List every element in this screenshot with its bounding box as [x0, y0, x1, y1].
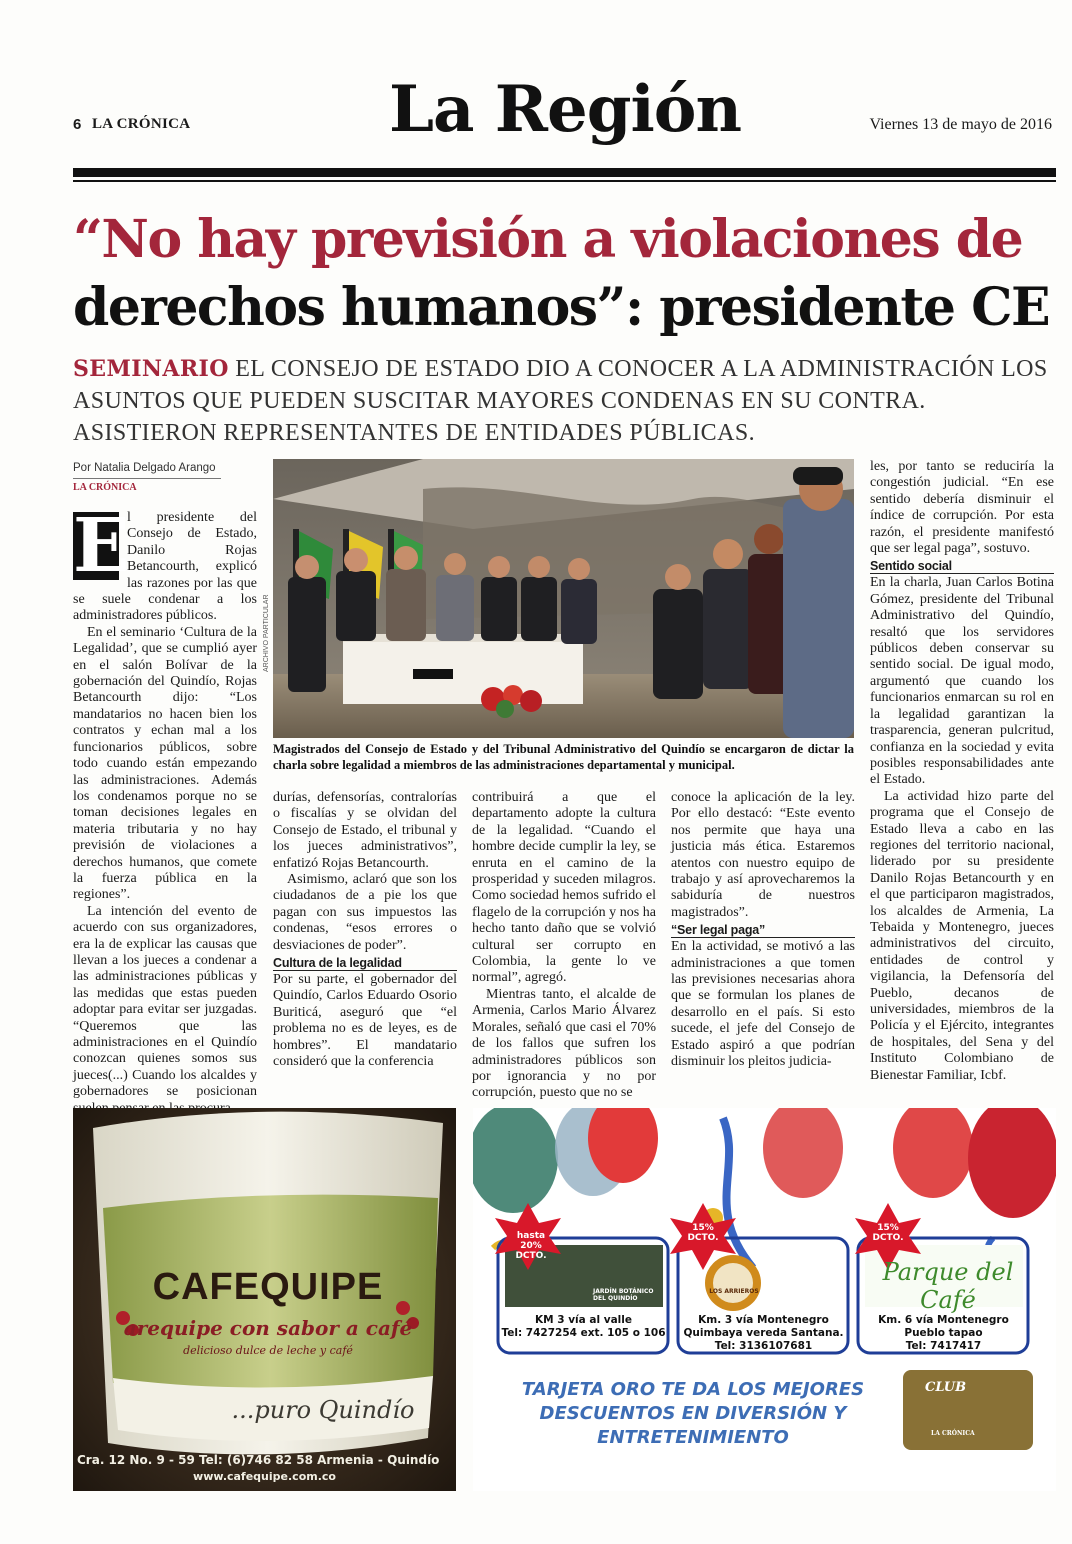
photo-credit: ARCHIVO PARTICULAR — [263, 594, 270, 672]
paragraph: La intención del evento de acuerdo con sus organizadores, era la de explicar las causas que llevan a los jueces a condenar a las administraciones públicas y las medidas que estas pueden adoptar para evitar ser juzgadas. “Queremos que las administraciones en el Quindío conozcan quienes somos sus jueces(...) Cuando los alcaldes y gobernadores se posicionan — [73, 903, 257, 1100]
paragraph: La actividad hizo parte del programa que el Consejo de Estado lleva a cabo en las regiones del territorio nacional, liderado por su presidente Danilo Rojas Betancourth y en el que participaron magistrados, los alcaldes de Armenia, La Tebaida y Montenegro, jueces administrativos del circuito, entidades de control y vigilancia, la Defensoría del Pueblo, decanos de universidades, miembros de la Policía y el Ejército, integrantes de hospitales, del Sena y del Instituto Colombiano de Bienestar Familiar, Icbf. — [870, 788, 1054, 1083]
deck-kicker: SEMINARIO — [73, 356, 229, 382]
paragraph: contribuirá a que el departamento adopte la cultura de la legalidad. “Cuando el hombre decide cumplir la ley, se enruta en el camino de la prosperidad y suceden milagros. Como sociedad hemos sufrido el flagelo de la corrupción y nos ha hecho tanto daño que se volvió cultural ser corrupto en Colombia, la gente lo ve normal”, agregó. — [472, 790, 656, 986]
offer-address-2: Pueblo tapao — [904, 1327, 983, 1339]
byline-rule — [73, 478, 221, 479]
paragraph: En la charla, Juan Carlos Botina Gómez, presidente del Tribunal Administrativo del Quindío, resaltó que los servidores públicos deben conservar su sentido social. De igual modo, argumentó que cuando los funcionarios enmarcan su rol en la legalidad garantizan la trasparencia, generan pulcritud, confianza en la sociedad y evita posibles responsabilidades ante el Estado. — [870, 575, 1054, 788]
drop-cap: E — [73, 503, 130, 589]
paragraph: Mientras tanto, el alcalde de Armenia, Carlos Mario Álvarez Morales, señaló que casi el 70% de los fallos que sufren los administradores públicos son por ignorancia y no por corrupción, puesto que no se — [472, 986, 656, 1101]
byline-author: Por Natalia Delgado Arango — [73, 462, 216, 474]
masthead-rule-thin — [73, 180, 1056, 182]
paper-name: LA CRÓNICA — [92, 116, 191, 132]
paragraph: Asimismo, aclaró que son los ciudadanos de a pie los que pagan con sus impuestos las condenas, “esos errores o desviaciones de poder”. — [273, 872, 457, 953]
card-brand: CLUB — [925, 1380, 967, 1395]
masthead-rule — [73, 168, 1056, 177]
headline-line-2: derechos humanos”: presidente CE — [73, 276, 1050, 338]
ad-tarjeta-oro[interactable] — [473, 1108, 1056, 1491]
offer-phone: Tel: 3136107681 — [714, 1340, 813, 1352]
discount-badge: 15% DCTO. — [872, 1223, 904, 1243]
article-column-3 — [472, 790, 656, 1102]
headline-line-1: “No hay previsión a violaciones de — [73, 209, 1023, 270]
offer-place: LOS ARRIEROS — [709, 1288, 759, 1295]
headline — [73, 206, 1063, 341]
discount-badge: 15% DCTO. — [687, 1223, 719, 1243]
ad-subtitle: delicioso dulce de leche y café — [183, 1344, 353, 1357]
promo-text: TARJETA ORO TE DA LOS MEJORES DESCUENTOS EN DIVERSIÓN Y ENTRETENIMIENTO — [521, 1379, 865, 1448]
subheading: Sentido social — [870, 559, 1054, 574]
offer-address: Km. 3 vía Montenegro — [698, 1314, 829, 1326]
page-number: 6 — [73, 116, 82, 133]
subheading: Cultura de la legalidad — [273, 956, 457, 971]
ad-slogan: ...puro Quindío — [231, 1396, 415, 1424]
deck-text: EL CONSEJO DE ESTADO DIO A CONOCER A LA ADMINISTRACIÓN LOS ASUNTOS QUE PUEDEN SUSCITAR MAYORES CONDENAS EN SU CONTRA. ASISTIERON REPRESENTANTES DE ENTIDADES PÚBLICAS. — [73, 356, 1048, 446]
offer-phone: Tel: 7417417 — [905, 1340, 982, 1352]
offer-address: Km. 6 vía Montenegro — [878, 1314, 1009, 1326]
section-title: La Región — [389, 72, 741, 147]
offer-address-2: Quimbaya vereda Santana. — [683, 1327, 844, 1339]
paragraph: durías, defensorías, contralorías o fiscalías y se olvidan del Consejo de Estado, el tribunal y los jueces administrativos”, enfatizó Rojas Betancourth. — [273, 790, 457, 871]
paragraph: En el seminario ‘Cultura de la Legalidad’, que se cumplió ayer en el salón Bolívar de la gobernación del Quindío, Rojas Betancourth dijo: “Los mandatarios no hacen bien los contratos y echan mal a los funcionarios públicos, sobre todo cuando están empezando las administraciones. Además los condenamos porque no se toman decisiones legales en materia tributaria y no hay previsión de violaciones a derechos humanos, que comete la fuerza pública en la regiones”. — [73, 624, 257, 903]
offer-phone: Tel: 7427254 ext. 105 o 106 — [501, 1327, 666, 1339]
article-column-4 — [671, 790, 855, 1071]
ad-cafequipe[interactable] — [73, 1108, 456, 1491]
offer-place: Parque del Café — [882, 1258, 1014, 1314]
article-column-5 — [870, 459, 1054, 1084]
ad-address: Cra. 12 No. 9 - 59 Tel: (6)746 82 58 Armenia - Quindío — [77, 1453, 440, 1467]
paragraph: conoce la aplicación de la ley. Por ello destacó: “Este evento nos permite que haya una justicia más ética. Estaremos atentos con nuestro equipo de trabajo y así aprovecharemos la sabiduría de nuestros magistrados”. — [671, 790, 855, 920]
ad-tagline: arequipe con sabor a café — [123, 1316, 413, 1340]
ad-brand: CAFEQUIPE — [152, 1266, 384, 1308]
paragraph: Por su parte, el gobernador del Quindío, Carlos Eduardo Osorio Buriticá, aseguró que “el problema no es de leyes, es de hombres”. El mandatario consideró que la conferencia — [273, 972, 457, 1070]
ad-website[interactable]: www.cafequipe.com.co — [193, 1470, 336, 1483]
paragraph: l presidente del Consejo de Estado, Danilo Rojas Betancourth, explicó las razones por las que se suele condenar a los administradores públicos. — [73, 510, 257, 624]
paragraph: En la actividad, se motivó a las administraciones a que tomen las previsiones necesarias ahora que se formulan los planes de desarrollo en el país. Si esto sucede, el jefe del Consejo de Estado aspiró a que podrían disminuir los pleitos judicia- — [671, 939, 855, 1070]
article-column-2 — [273, 790, 457, 1071]
offer-address: KM 3 vía al valle — [535, 1314, 632, 1326]
event-photo — [273, 459, 854, 738]
issue-date: Viernes 13 de mayo de 2016 — [869, 116, 1052, 133]
article-column-1 — [73, 503, 257, 1117]
subheading: “Ser legal paga” — [671, 923, 855, 938]
byline-paper: LA CRÓNICA — [73, 482, 137, 493]
paragraph: les, por tanto se reduciría la congestión judicial. “En ese sentido debería disminuir el índice de corrupción. Por esta razón, el presidente manifestó que ser legal paga”, sostuvo. — [870, 459, 1054, 557]
photo-caption: Magistrados del Consejo de Estado y del Tribunal Administrativo del Quindío se encargaron de dictar la charla sobre legalidad a miembros de las administraciones departamental y municipal. — [273, 742, 854, 772]
offer-place: JARDÍN BOTÁNICO DEL QUINDÍO — [593, 1288, 654, 1302]
discount-badge: hasta 20% DCTO. — [515, 1231, 547, 1261]
deck — [73, 354, 1063, 450]
card-paper: LA CRÓNICA — [931, 1430, 975, 1437]
